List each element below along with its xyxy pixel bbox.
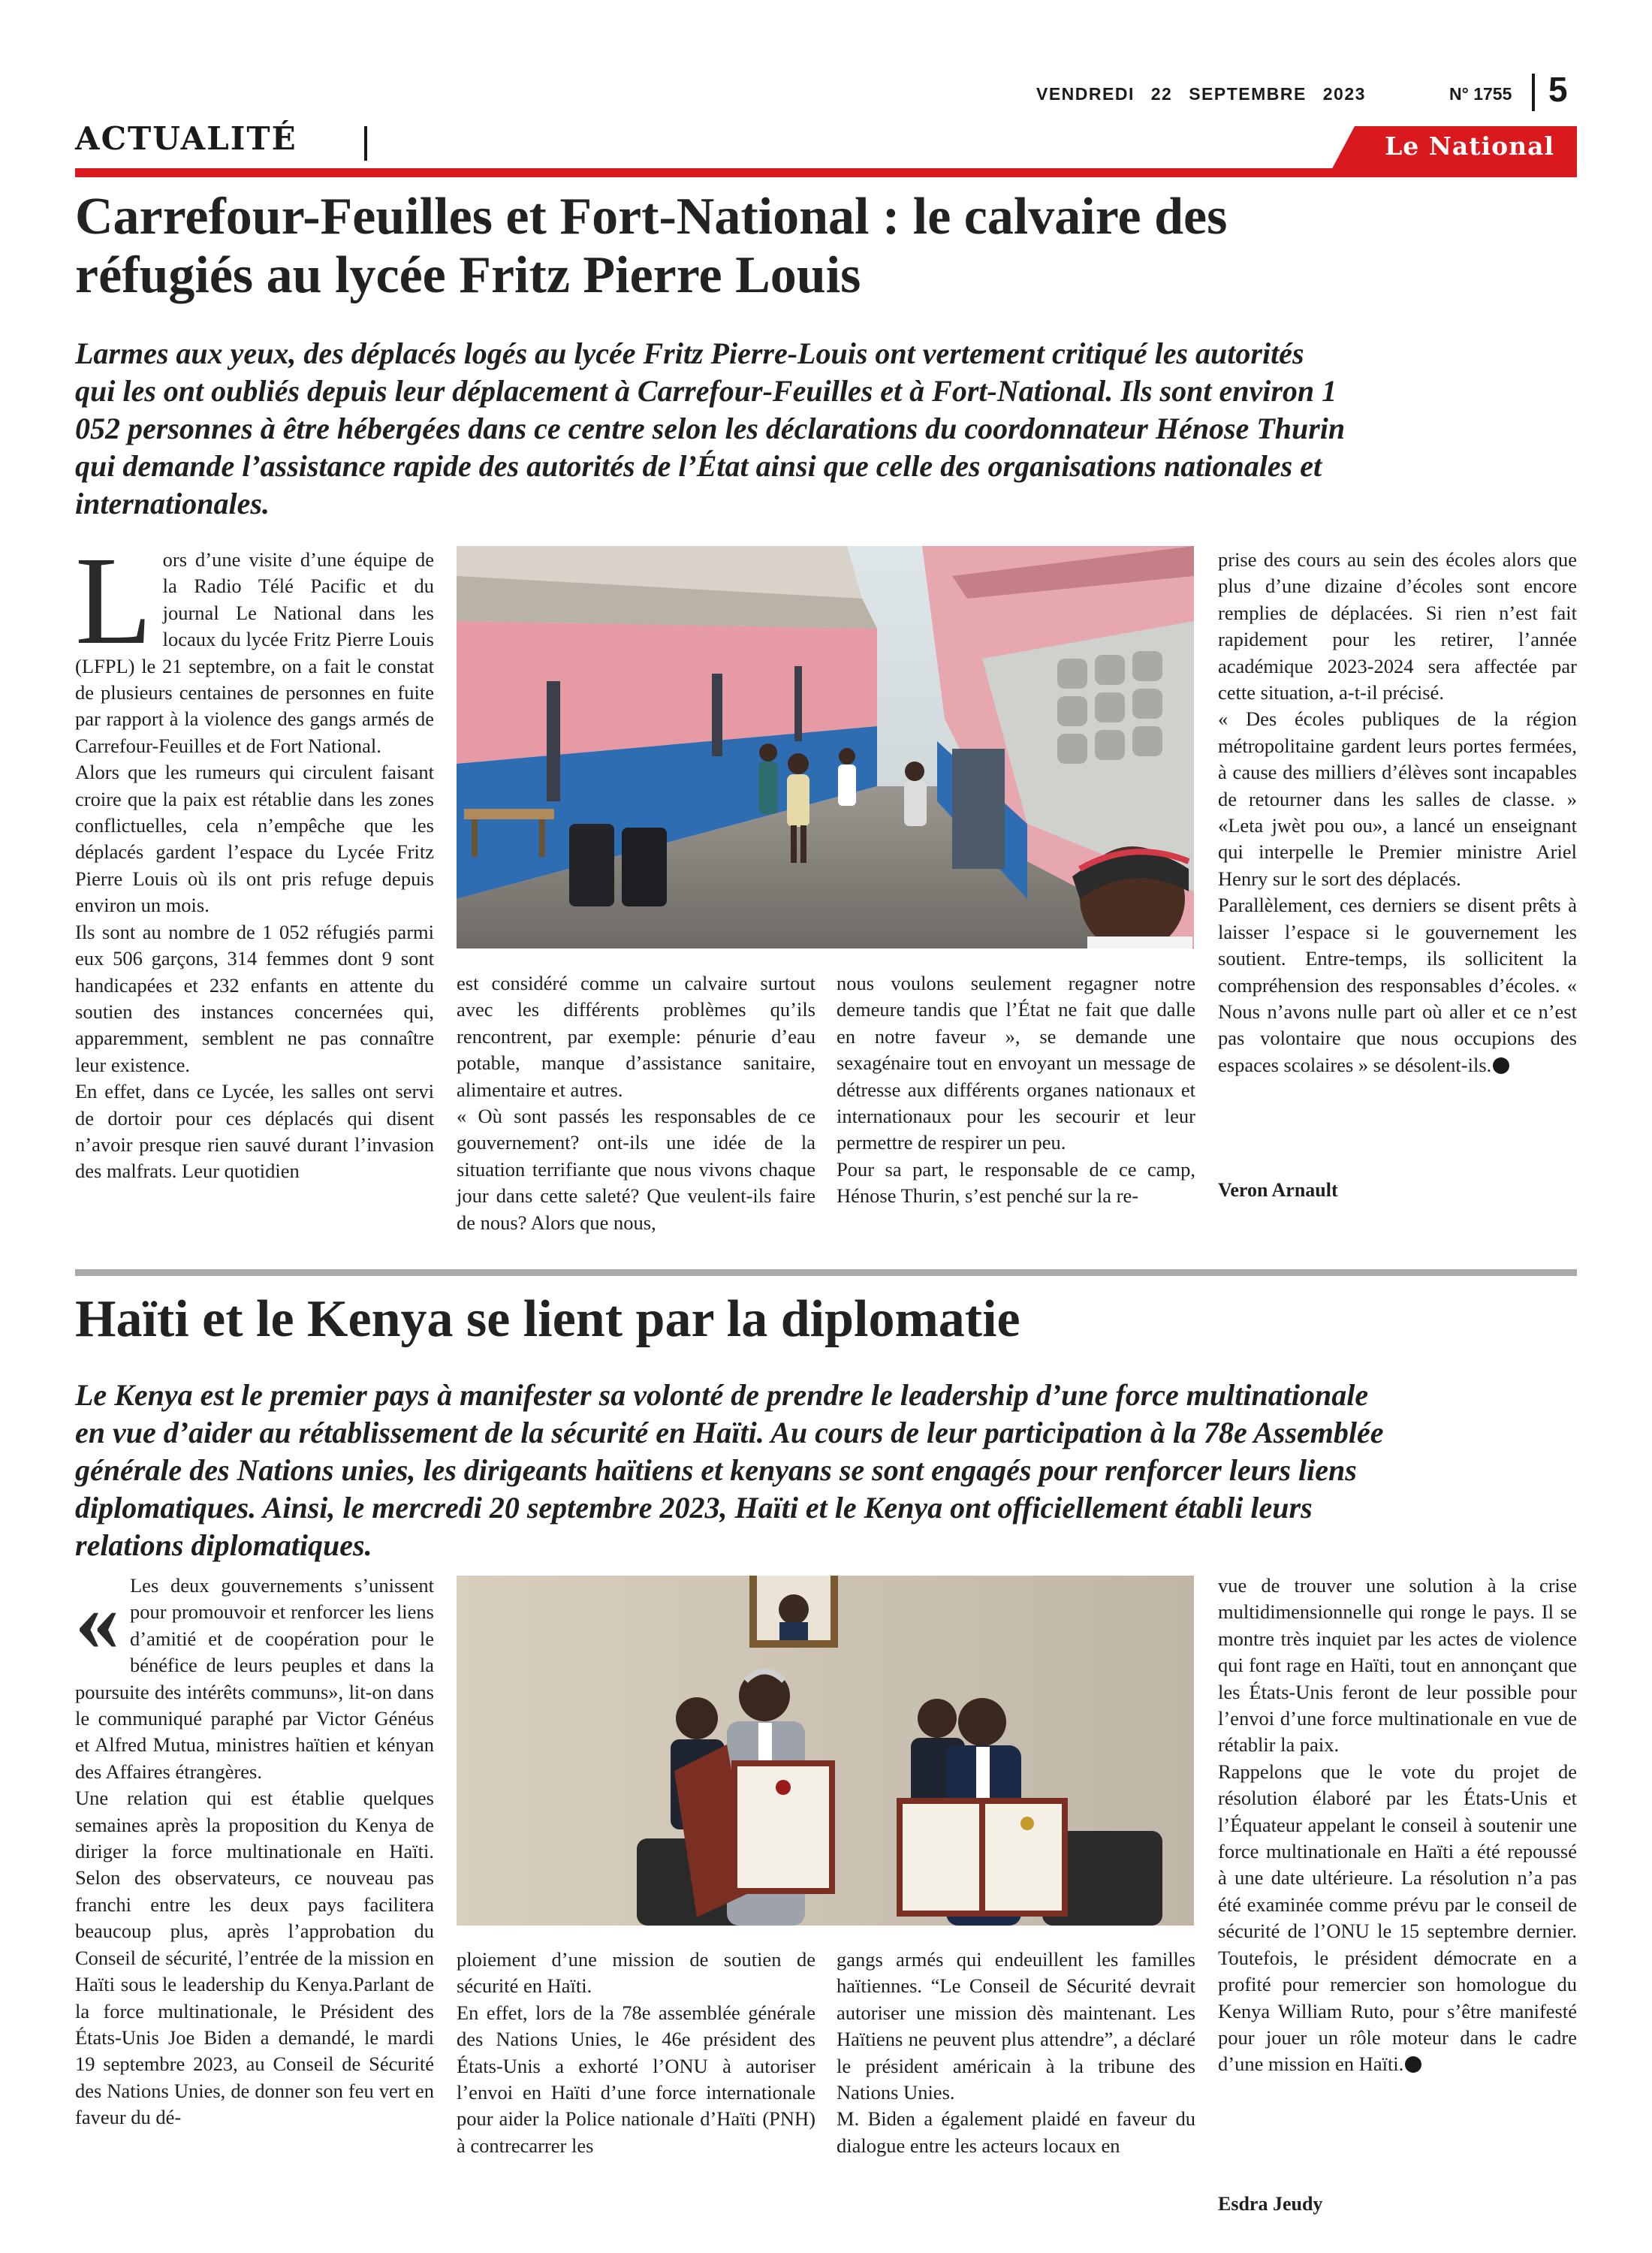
lead-line: qui demande l’assistance rapide des autorités de l’État ainsi que celle des organisations nationales et [75, 449, 1322, 483]
article2-headline: Haïti et le Kenya se lient par la diplomatie [75, 1290, 1020, 1348]
section-title: ACTUALITÉ [75, 120, 297, 157]
article2-column-2 [457, 1947, 815, 2159]
article1-column-1 [75, 531, 434, 1185]
paragraph-text: Rappelons que le vote du projet de résolution élaboré par les États-Unis et l’Équateur appelant le conseil à soutenir une force multinationale en Haïti a été repoussé à une date ultérieure. La résolution n’a pas été examinée comme prévu par le conseil de sécurité de l’ONU le 15 septembre dernier. Toutefois, le président démocrate en a profité pour remercier son homologue du Kenya William Ruto, pour s’être manifesté pour jouer un rôle moteur dans le cadre d’une mission en Haïti. [1218, 1760, 1577, 2076]
lead-line: qui les ont oubliés depuis leur déplacement à Carrefour-Feuilles et à Fort-National. Ils sont environ 1 [75, 374, 1337, 408]
article1-column-4 [1218, 547, 1577, 1078]
article2-byline: Esdra Jeudy [1218, 2193, 1323, 2215]
article1-column-2 [457, 970, 815, 1236]
paragraph: En effet, lors de la 78e assemblée générale des Nations Unies, le 46e président des États-Unis a exhorté l’ONU à autoriser l’envoi en Haïti d’une force internationale pour aider la Police nationale d’Haïti (PNH) à contrecarrer les [457, 2001, 815, 2157]
headline-line: Carrefour-Feuilles et Fort-National : le calvaire des [75, 188, 1228, 246]
paragraph: gangs armés qui endeuillent les familles haïtiennes. “Le Conseil de Sécurité devrait autoriser une mission dès maintenant. Les Haïtiens ne peuvent plus attendre”, a déclaré le président américain à la tribune des Nations Unies. [837, 1948, 1195, 2104]
paragraph: Les deux gouvernements s’unissent pour promouvoir et renforcer les liens d’amitié et de coopération pour le bénéfice de leurs peuples et dans la poursuite des intérêts communs», lit-on dans le communiqué paraphé par Victor Généus et Alfred Mutua, ministres haïtien et kényan des Affaires étrangères. [75, 1574, 434, 1783]
lead-line: 052 personnes à être hébergées dans ce centre selon les déclarations du coordonnateur Hénose Thurin [75, 412, 1346, 445]
drop-cap: L [75, 531, 152, 671]
article1-column-3 [837, 970, 1195, 1210]
paragraph: nous voulons seulement regagner notre demeure tandis que l’État ne fait que dalle en notre faveur », se demande une sexagénaire tout en envoyant un message de détresse aux différents organes nationaux et internationaux pour les secourir et leur permettre de respirer un peu. [837, 972, 1195, 1154]
brand-name: Le National [1385, 131, 1554, 161]
paragraph: Alors que les rumeurs qui circulent faisant croire que la paix est rétablie dans les zones conflictuelles, cela n’empêche que les déplacés gardent l’espace du Lycée Fritz Pierre Louis où ils ont pris refuge depuis environ un mois. [75, 761, 434, 917]
lead-line: relations diplomatiques. [75, 1528, 372, 1562]
paragraph: « Des écoles publiques de la région métropolitaine gardent leurs portes fermées, à cause des milliers d’élèves sont incapables de retourner dans les salles de classe. » «Leta jwèt pou ou», a lancé un enseignant qui interpelle le Premier ministre Ariel Henry sur le sort des déplacés. [1218, 707, 1577, 890]
lead-line: Le Kenya est le premier pays à manifester sa volonté de prendre le leadership d’une force multinationale [75, 1378, 1369, 1412]
paragraph: vue de trouver une solution à la crise multidimensionnelle qui ronge le pays. Il se montre très inquiet par les actes de violence qui font rage en Haïti, tout en annonçant que les États-Unis feront de leur possible pour l’envoi d’une force multinationale en vue de rétablir la paix. [1218, 1574, 1577, 1757]
paragraph: est considéré comme un calvaire surtout avec les différents problèmes qu’ils rencontrent, par exemple: pénurie d’eau potable, manque d’assistance sanitaire, alimentaire et autres. [457, 972, 815, 1101]
article1-headline [75, 188, 1577, 305]
paragraph: « Où sont passés les responsables de ce gouvernement? ont-ils une idée de la situation terrifiante que nous vivons chaque jour dans cette saleté? Que veulent-ils faire de nous? Alors que nous, [457, 1105, 815, 1234]
article2-lead [75, 1377, 1577, 1564]
lead-line: internationales. [75, 487, 270, 520]
article-divider [75, 1269, 1577, 1276]
drop-quote: « [75, 1571, 119, 1669]
lead-line: en vue d’aider au rétablissement de la sécurité en Haïti. Au cours de leur participation à la 78e Assemblée [75, 1416, 1384, 1449]
article1-byline: Veron Arnault [1218, 1179, 1338, 1201]
section-separator [364, 126, 367, 161]
issue-date: VENDREDI 22 SEPTEMBRE 2023 [1036, 84, 1366, 104]
paragraph: ploiement d’une mission de soutien de sécurité en Haïti. [457, 1948, 815, 1998]
paragraph: Une relation qui est établie quelques semaines après la proposition du Kenya de diriger la force multinationale en Haïti. Selon des observateurs, ce nouveau pas franchi entre les deux pays facilitera beaucoup plus, après l’approbation du Conseil de sécurité, l’entrée de la mission en Haïti sous le leadership du Kenya.Parlant de la force multinationale, le Président des États-Unis Joe Biden a demandé, le mardi 19 septembre 2023, au Conseil de Sécurité des Nations Unies, de donner son feu vert en faveur du dé- [75, 1787, 434, 2129]
headline-line: réfugiés au lycée Fritz Pierre Louis [75, 246, 861, 304]
article2-column-1 [75, 1573, 434, 2131]
lead-line: diplomatiques. Ainsi, le mercredi 20 septembre 2023, Haïti et le Kenya ont officiellement établi leurs [75, 1491, 1313, 1525]
article2-column-3 [837, 1947, 1195, 2159]
paragraph: M. Biden a également plaidé en faveur du dialogue entre les acteurs locaux en [837, 2107, 1195, 2157]
lead-line: générale des Nations unies, les dirigeants haïtiens et kenyans se sont engagés pour renforcer leurs liens [75, 1453, 1357, 1487]
school-corridor-photo [457, 546, 1194, 949]
issue-number: N° 1755 [1449, 84, 1512, 104]
paragraph: Ils sont au nombre de 1 052 réfugiés parmi eux 506 garçons, 314 femmes dont 9 sont handicapées et 232 enfants en attente du soutien des instances concernées qui, apparemment, semblent ne pas connaître leur existence. [75, 920, 434, 1076]
paragraph-text: Parallèlement, ces derniers se disent prêts à laisser l’espace si le gouvernement les soutient. Entre-temps, ils sollicitent la compréhension des responsables d’écoles. « Nous n’avons nulle part où aller et ce n’est pas volontaire que nous occupions des espaces scolaires » se désolent-ils. [1218, 894, 1577, 1076]
article2-column-4 [1218, 1573, 1577, 2078]
end-mark-icon [1493, 1057, 1509, 1074]
paragraph: En effet, dans ce Lycée, les salles ont servi de dortoir pour ces déplacés qui disent n’avoir presque rien sauvé durant l’invasion des malfrats. Leur quotidien [75, 1080, 434, 1183]
page-number: 5 [1548, 70, 1568, 109]
paragraph [1218, 892, 1577, 1078]
paragraph: prise des cours au sein des écoles alors que plus d’une dizaine d’écoles sont encore remplies de déplacées. Si rien n’est fait rapidement pour les retirer, l’année académique 2023-2024 sera affectée par cette situation, a-t-il précisé. [1218, 548, 1577, 704]
paragraph: Pour sa part, le responsable de ce camp, Hénose Thurin, s’est penché sur la re- [837, 1157, 1195, 1208]
school-corridor-illustration [457, 546, 1194, 949]
diplomacy-signing-photo [457, 1576, 1194, 1926]
paragraph: ors d’une visite d’une équipe de la Radio Télé Pacific et du journal Le National dans les locaux du lycée Fritz Pierre Louis (LFPL) le 21 septembre, on a fait le constat de plusieurs centaines de personnes en fuite par rapport à la violence des gangs armés de Carrefour-Feuilles et de Fort National. [75, 548, 434, 757]
signing-ceremony-illustration [457, 1576, 1194, 1926]
header-separator [1532, 74, 1535, 111]
article1-lead [75, 335, 1577, 523]
paragraph [1218, 1759, 1577, 2078]
lead-line: Larmes aux yeux, des déplacés logés au lycée Fritz Pierre-Louis ont vertement critiqué les autorités [75, 336, 1304, 370]
end-mark-icon [1405, 2056, 1421, 2073]
